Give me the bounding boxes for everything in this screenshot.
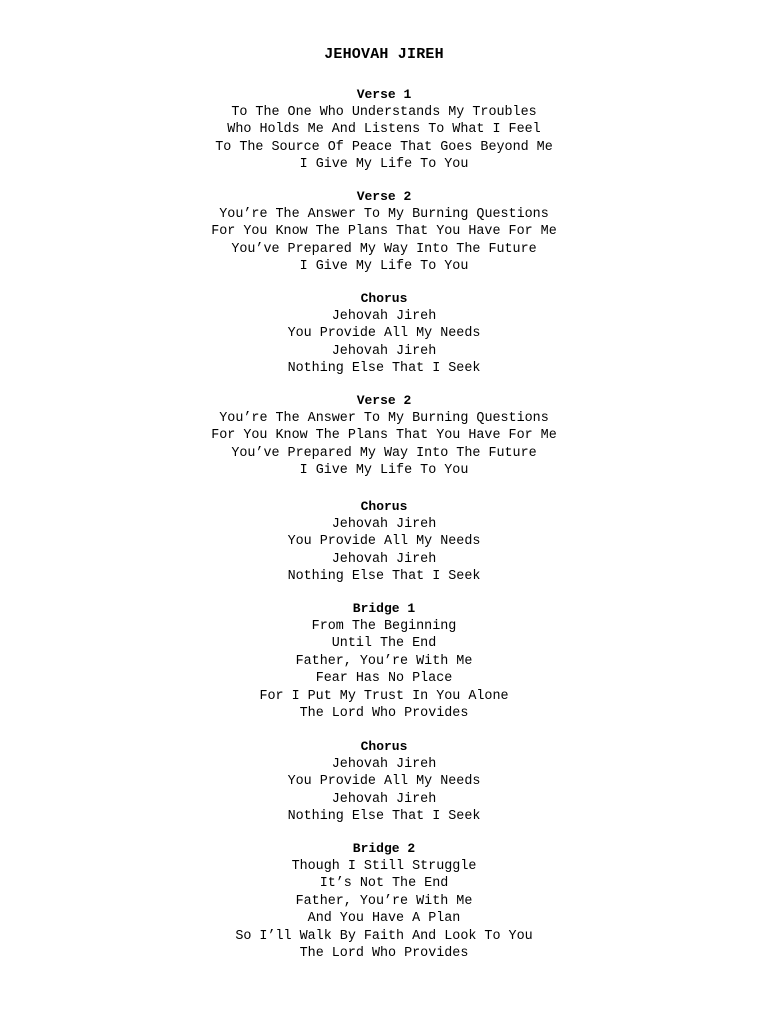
lyric-line: I Give My Life To You (299, 463, 469, 478)
lyric-line: You’re The Answer To My Burning Questions (219, 206, 549, 222)
lyric-line: Jehovah Jireh (331, 791, 437, 807)
lyric-line: Who Holds Me And Listens To What I Feel (227, 122, 541, 137)
lyric-line: Jehovah Jireh (331, 756, 437, 772)
lyric-line: To The Source Of Peace That Goes Beyond Me (215, 139, 553, 155)
section-heading: Verse 1 (356, 87, 412, 102)
lyric-line: For You Know The Plans That You Have For Me (211, 224, 557, 239)
lyric-line: You’ve Prepared My Way Into The Future (231, 241, 537, 257)
lyric-line: Jehovah Jireh (331, 551, 437, 567)
lyric-line: Nothing Else That I Seek (287, 361, 481, 376)
section-heading: Verse 2 (356, 393, 412, 408)
lyric-line: The Lord Who Provides (299, 706, 469, 721)
lyrics-section (0, 392, 768, 480)
lyric-line: Though I Still Struggle (291, 858, 477, 874)
lyric-line: From The Beginning (311, 618, 457, 634)
lyric-line: You Provide All My Needs (287, 534, 481, 549)
lyric-line: You Provide All My Needs (287, 774, 481, 789)
section-heading: Bridge 1 (352, 601, 416, 616)
lyric-line: So I’ll Walk By Faith And Look To You (235, 928, 533, 944)
lyric-line: Fear Has No Place (315, 671, 453, 686)
lyric-line: Until The End (331, 636, 437, 651)
lyric-line: You Provide All My Needs (287, 326, 481, 341)
lyrics-section (0, 840, 768, 963)
lyric-line: For You Know The Plans That You Have For Me (211, 428, 557, 443)
lyric-line: Nothing Else That I Seek (287, 809, 481, 824)
lyrics-section (0, 188, 768, 276)
lyric-line: Jehovah Jireh (331, 516, 437, 532)
lyric-line: It’s Not The End (319, 876, 449, 891)
lyric-line: Nothing Else That I Seek (287, 569, 481, 584)
lyrics-section (0, 738, 768, 826)
section-heading: Chorus (360, 739, 408, 754)
lyrics-section (0, 86, 768, 174)
lyrics-section (0, 498, 768, 586)
lyrics-section (0, 600, 768, 723)
section-heading: Chorus (360, 499, 408, 514)
lyric-line: You’ve Prepared My Way Into The Future (231, 445, 537, 461)
section-heading: Verse 2 (356, 189, 412, 204)
lyrics-section (0, 290, 768, 378)
lyric-line: The Lord Who Provides (299, 946, 469, 961)
section-heading: Bridge 2 (352, 841, 416, 856)
lyric-line: For I Put My Trust In You Alone (259, 688, 509, 704)
lyric-line: Father, You’re With Me (295, 893, 473, 909)
lyric-line: And You Have A Plan (307, 911, 461, 926)
lyric-line: Jehovah Jireh (331, 343, 437, 359)
song-title: JEHOVAH JIREH (324, 46, 444, 63)
lyric-line: Father, You’re With Me (295, 653, 473, 669)
lyric-line: I Give My Life To You (299, 157, 469, 172)
lyric-line: I Give My Life To You (299, 259, 469, 274)
section-heading: Chorus (360, 291, 408, 306)
lyric-line: Jehovah Jireh (331, 308, 437, 324)
lyric-line: To The One Who Understands My Troubles (231, 104, 537, 120)
lyric-line: You’re The Answer To My Burning Questions (219, 410, 549, 426)
